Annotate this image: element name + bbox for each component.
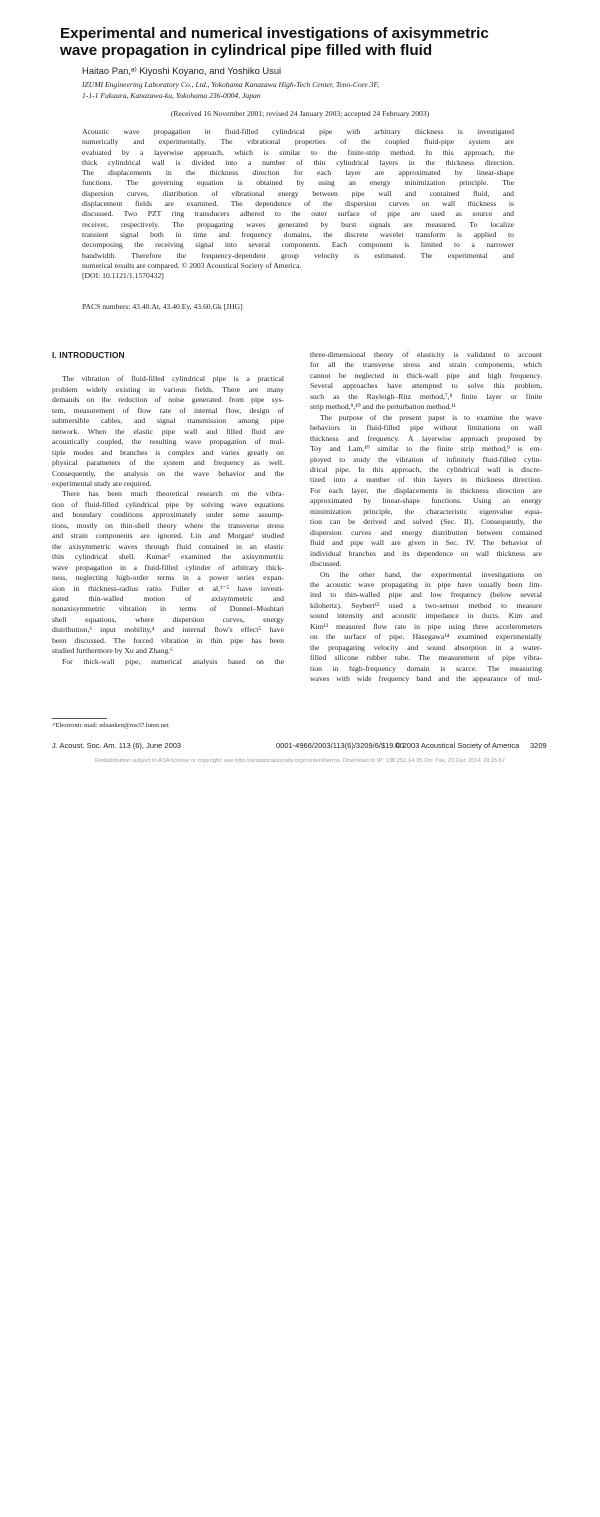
text-line: receiver, respectively. The propagating waves generated by burst signals are measured. To localize xyxy=(82,219,514,229)
title-line: Experimental and numerical investigations of axisymmetric xyxy=(60,25,489,42)
text-line: such as the Rayleigh–Ritz method,⁷,⁸ finite layer or finite xyxy=(310,391,542,401)
abstract xyxy=(82,127,514,281)
text-line: On the other hand, the experimental investigations on xyxy=(320,569,542,579)
text-line: sound intensity and acoustic impedance in ducts. Kim and xyxy=(310,611,542,621)
text-line: been discussed. The forced vibration in thin pipe has been xyxy=(52,635,284,645)
text-line: thin cylindrical shell. Kumar² examined the axisymmetric xyxy=(52,552,284,562)
redistribution-notice: Redistribution subject to ASA license or copyright; see http://acousticalsociety.org/content/terms. Download to IP: 138.251.14.35 On: Tue, 23 Dec 2014 10:15:57 xyxy=(94,758,506,764)
text-line: experimental study are required. xyxy=(52,478,152,488)
text-line: tion can be derived and solved (Sec. II). Consequently, the xyxy=(310,517,542,527)
text-line: drical pipe. In this approach, the cylindrical wall is discre- xyxy=(310,464,542,474)
abstract-line: numerical results are compared. © 2003 Acoustical Society of America. xyxy=(82,260,302,270)
text-line: approximated by linear-shape functions. Using an energy xyxy=(310,496,542,506)
text-line: discussed. xyxy=(310,559,342,569)
text-line: acoustically coupled, the resulting wave propagation of mul- xyxy=(52,437,284,447)
text-line: sion in thickness-radius ratio. Fuller et al.³⁻⁵ have investi- xyxy=(52,583,284,593)
text-line: Consequently, the analysis on the wave behavior and the xyxy=(52,468,284,478)
text-line: submersible cables, and signal transmission among pipe xyxy=(52,416,284,426)
text-line: studied furthermore by Xu and Zhang.⁶ xyxy=(52,646,173,656)
footnote: ᵃ⁾Electronic mail: edsanken@ms37.hinet.net xyxy=(52,722,169,729)
text-line: the propagating velocity and sound absorption in a water- xyxy=(310,642,542,652)
text-line: Acoustic wave propagation in fluid-filled cylindrical pipe with arbitrary thickness is investigated xyxy=(82,127,514,136)
text-line: ited to thin-walled pipe and low frequency (below several xyxy=(310,590,542,600)
text-line: Kim¹³ measured flow rate in pipe using three accelerometers xyxy=(310,621,542,631)
text-line: tiple modes and branches is complex and varies greatly on xyxy=(52,447,284,457)
text-line: nonaxisymmetric vibration in terms of Donnel–Mushtari xyxy=(52,604,284,614)
text-line: problem widely existing in various fields. There are many xyxy=(52,384,284,394)
doi: [DOI: 10.1121/1.1570432] xyxy=(82,271,164,281)
copyright: © 2003 Acoustical Society of America xyxy=(395,741,520,750)
text-line: There has been much theoretical research on the vibra- xyxy=(62,489,284,499)
text-line: tion of fluid-filled cylindrical pipe by solving wave equations xyxy=(52,499,284,509)
text-line: ployed to study the vibration of infinitely fluid-filled cylin- xyxy=(310,454,542,464)
text-line: waves with wide frequency band and the appearance of mul- xyxy=(310,674,542,684)
text-line: behaviors in fluid-filled pipe without limitations on wall xyxy=(310,423,542,433)
text-line: For each layer, the displacements in thickness direction are xyxy=(310,485,542,495)
text-line: thickness and frequency. A layerwise approach proposed by xyxy=(310,433,542,443)
text-line: cannot be neglected in thick-wall pipe and high frequency. xyxy=(310,370,542,380)
page-number: 3209 xyxy=(530,741,547,750)
text-line: physical parameters of the system and frequency as well. xyxy=(52,458,284,468)
issn-codes: 0001-4966/2003/113(6)/3209/6/$19.00 xyxy=(276,741,404,750)
text-line: dispersion curves, distribution of vibrational energy between pipe wall and contained fluid, and xyxy=(82,188,514,198)
footnote-rule xyxy=(52,718,107,719)
text-line: For thick-wall pipe, numerical analysis based on the xyxy=(62,656,284,666)
received-dates: (Received 16 November 2001; revised 24 January 2003; accepted 24 February 2003) xyxy=(170,109,430,118)
text-line: numerically and experimentally. The vibrational properties of the coupled fluid-pipe system are xyxy=(82,137,514,147)
text-line: dispersion curves and energy distribution between contained xyxy=(310,527,542,537)
text-line: for all the transverse stress and strain components, which xyxy=(310,360,542,370)
text-line: The vibration of fluid-filled cylindrical pipe is a practical xyxy=(62,374,284,384)
text-line: Several approaches have attempted to solve this problem, xyxy=(310,381,542,391)
text-line: tem, measurement of flow rate of internal flow, design of xyxy=(52,405,284,415)
text-line: on the surface of pipe. Hasegawa¹⁴ examined experimentally xyxy=(310,632,542,642)
pacs-numbers: PACS numbers: 43.40.At, 43.40.Ey, 43.60.Gk [JHG] xyxy=(82,302,243,311)
text-line: decomposing the receiving signal into several components. Each component is limited to a narrower xyxy=(82,240,514,250)
text-line: the axisymmetric waves through fluid contained in an elastic xyxy=(52,541,284,551)
text-line: shell equations, where dispersion curves, energy xyxy=(52,614,284,624)
text-line: gated thin-walled motion of axisymmetric and xyxy=(52,593,284,603)
title-line: wave propagation in cylindrical pipe filled with fluid xyxy=(60,42,433,59)
section-heading: I. INTRODUCTION xyxy=(52,350,125,360)
text-line: three-dimensional theory of elasticity is validated to account xyxy=(310,350,542,359)
text-line: network. When the elastic pipe wall and filled fluid are xyxy=(52,426,284,436)
text-line: filled silicone rubber tube. The measurement of pipe vibra- xyxy=(310,653,542,663)
text-line: fluid and pipe wall are given in Sec. IV. The behavior of xyxy=(310,538,542,548)
text-line: kilohertz). Seybert¹² used a two-sensor method to measure xyxy=(310,600,542,610)
text-line: demands on the reduction of noise generated from pipe sys- xyxy=(52,395,284,405)
text-line: bandwidth. Therefore the frequency-dependent group velocity is estimated. The experimental and xyxy=(82,250,514,260)
text-line: evaluated by a layerwise approach, which is similar to the finite-strip method. In this approach, the xyxy=(82,147,514,157)
text-line: wave propagation in a fluid-filled cylinder of arbitrary thick- xyxy=(52,562,284,572)
text-line: strip method,⁹,¹⁰ and the perturbation method.¹¹ xyxy=(310,402,456,412)
text-line: minimization principle, the characteristic eigenvalue equa- xyxy=(310,506,542,516)
text-line: tized into a number of thin layers in thickness direction. xyxy=(310,475,542,485)
affiliation-line: IZUMI Engineering Laboratory Co., Ltd., Yokohama Kanazawa High-Tech Center, Teno-Core 3F, xyxy=(82,80,380,89)
text-line: and strain components are ignored. Lin and Morgan¹ studied xyxy=(52,531,284,541)
journal-citation: J. Acoust. Soc. Am. 113 (6), June 2003 xyxy=(52,741,182,750)
text-line: ness, neglecting high-order terms in a power series expan- xyxy=(52,573,284,583)
text-line: distribution,³ input mobility,⁴ and internal flow's effect⁵ have xyxy=(52,625,284,635)
right-column xyxy=(310,350,542,685)
author-list: Haitao Pan,ᵃ⁾ Kiyoshi Koyano, and Yoshiko Usui xyxy=(82,65,282,76)
text-line: thick cylindrical wall is divided into a number of thin cylindrical layers in the thickness direction. xyxy=(82,157,514,167)
text-line: displacement fields are examined. The dependence of the dispersion curves on wall thickness is xyxy=(82,199,514,209)
text-line: The purpose of the present paper is to examine the wave xyxy=(320,412,542,422)
affiliation-line: 1-1-1 Fukuura, Kanazawa-ku, Yokohama 236-0004, Japan xyxy=(82,90,261,100)
text-line: the acoustic wave propagating in pipe have usually been lim- xyxy=(310,579,542,589)
left-column xyxy=(52,350,284,667)
text-line: functions. The governing equation is obtained by using an energy minimization principle. The xyxy=(82,178,514,188)
paper-title xyxy=(60,25,560,59)
text-line: tions, mostly on thin-shell theory where the transverse stress xyxy=(52,520,284,530)
affiliation xyxy=(82,80,552,101)
text-line: discussed. Two PZT ring transducers adhered to the outer surface of pipe are used as source and xyxy=(82,209,514,219)
text-line: tion in high-frequency domain is scarce. The measuring xyxy=(310,663,542,673)
text-line: transient signal both in time and frequency domains, the discrete wavelet transform is applied to xyxy=(82,229,514,239)
text-line: Toy and Lam,¹⁰ similar to the finite strip method,⁹ is em- xyxy=(310,444,542,454)
text-line: The displacements in the thickness direction for each layer are approximated by linear-shape xyxy=(82,168,514,178)
text-line: and boundary conditions approximately under some assump- xyxy=(52,510,284,520)
text-line: individual branches and its dependence on wall thickness are xyxy=(310,548,542,558)
